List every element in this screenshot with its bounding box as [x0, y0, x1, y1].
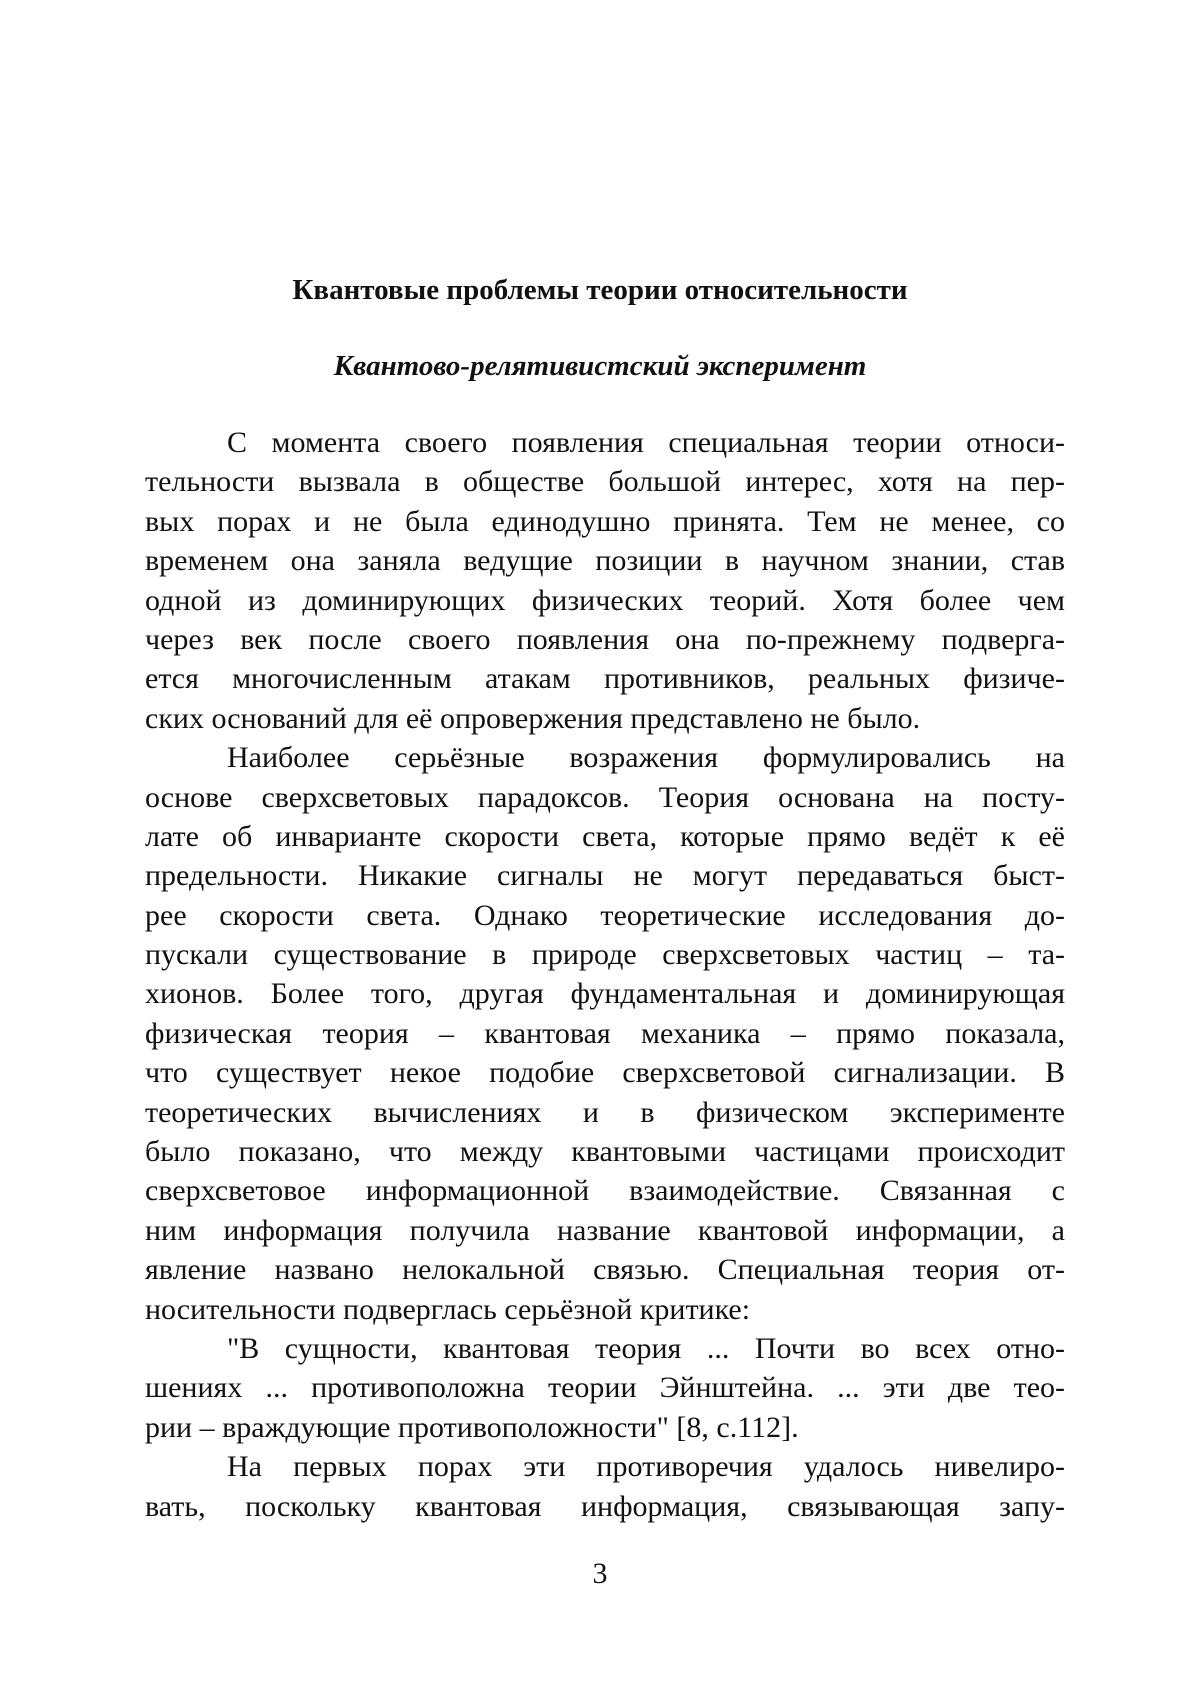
text-line: Наиболее серьёзные возражения формулировались на — [227, 741, 1065, 775]
text-line: теоретических вычислениях и в физическом эксперименте — [145, 1095, 1065, 1129]
page-title: Квантовые проблемы теории относительности — [292, 274, 908, 306]
text-line: основе сверхсветовых парадоксов. Теория основана на посту- — [145, 780, 1065, 814]
text-line: сверхсветовое информационной взаимодействие. Связанная с — [145, 1174, 1065, 1208]
body-text — [145, 423, 1065, 1526]
section-subtitle: Квантово-релятивистский эксперимент — [333, 350, 867, 382]
text-line: пускали существование в природе сверхсветовых частиц – та- — [145, 938, 1065, 972]
quote-line: рии – враждующие противоположности" [8, с.112]. — [145, 1410, 799, 1444]
text-line: явление названо нелокальной связью. Специальная теория от- — [145, 1253, 1065, 1287]
text-line: лате об инварианте скорости света, которые прямо ведёт к её — [145, 819, 1065, 853]
text-line: одной из доминирующих физических теорий. Хотя более чем — [145, 583, 1065, 617]
text-line: носительности подверглась серьёзной критике: — [145, 1292, 751, 1326]
text-line: С момента своего появления специальная теории относи- — [227, 426, 1065, 459]
text-line: было показано, что между квантовыми частицами происходит — [145, 1135, 1065, 1169]
text-line: ется многочисленным атакам противников, реальных физиче- — [145, 662, 1065, 696]
text-line: ских оснований для её опровержения представлено не было. — [145, 701, 921, 735]
text-line: На первых порах эти противоречия удалось нивелиро- — [227, 1450, 1065, 1484]
text-line: вых порах и не была единодушно принята. Тем не менее, со — [145, 504, 1065, 538]
text-line: рее скорости света. Однако теоретические исследования до- — [145, 898, 1065, 932]
text-line: что существует некое подобие сверхсветовой сигнализации. В — [145, 1056, 1065, 1090]
quote-line: "В сущности, квантовая теория ... Почти во всех отно- — [227, 1331, 1065, 1365]
text-line: физическая теория – квантовая механика – прямо показала, — [145, 1016, 1065, 1050]
text-line: тельности вызвала в обществе большой интерес, хотя на пер- — [145, 465, 1065, 499]
text-line: предельности. Никакие сигналы не могут передаваться быст- — [145, 859, 1065, 893]
quote-line: шениях ... противоположна теории Эйнштейна. ... эти две тео- — [145, 1371, 1065, 1405]
text-line: вать, поскольку квантовая информация, связывающая запу- — [145, 1489, 1065, 1523]
text-line: через век после своего появления она по-прежнему подверга- — [145, 622, 1065, 656]
text-line: временем она заняла ведущие позиции в научном знании, став — [145, 544, 1065, 578]
text-line: хионов. Более того, другая фундаментальная и доминирующая — [145, 977, 1065, 1011]
text-line: ним информация получила название квантовой информации, а — [145, 1213, 1065, 1247]
page-number: 3 — [592, 1557, 608, 1590]
